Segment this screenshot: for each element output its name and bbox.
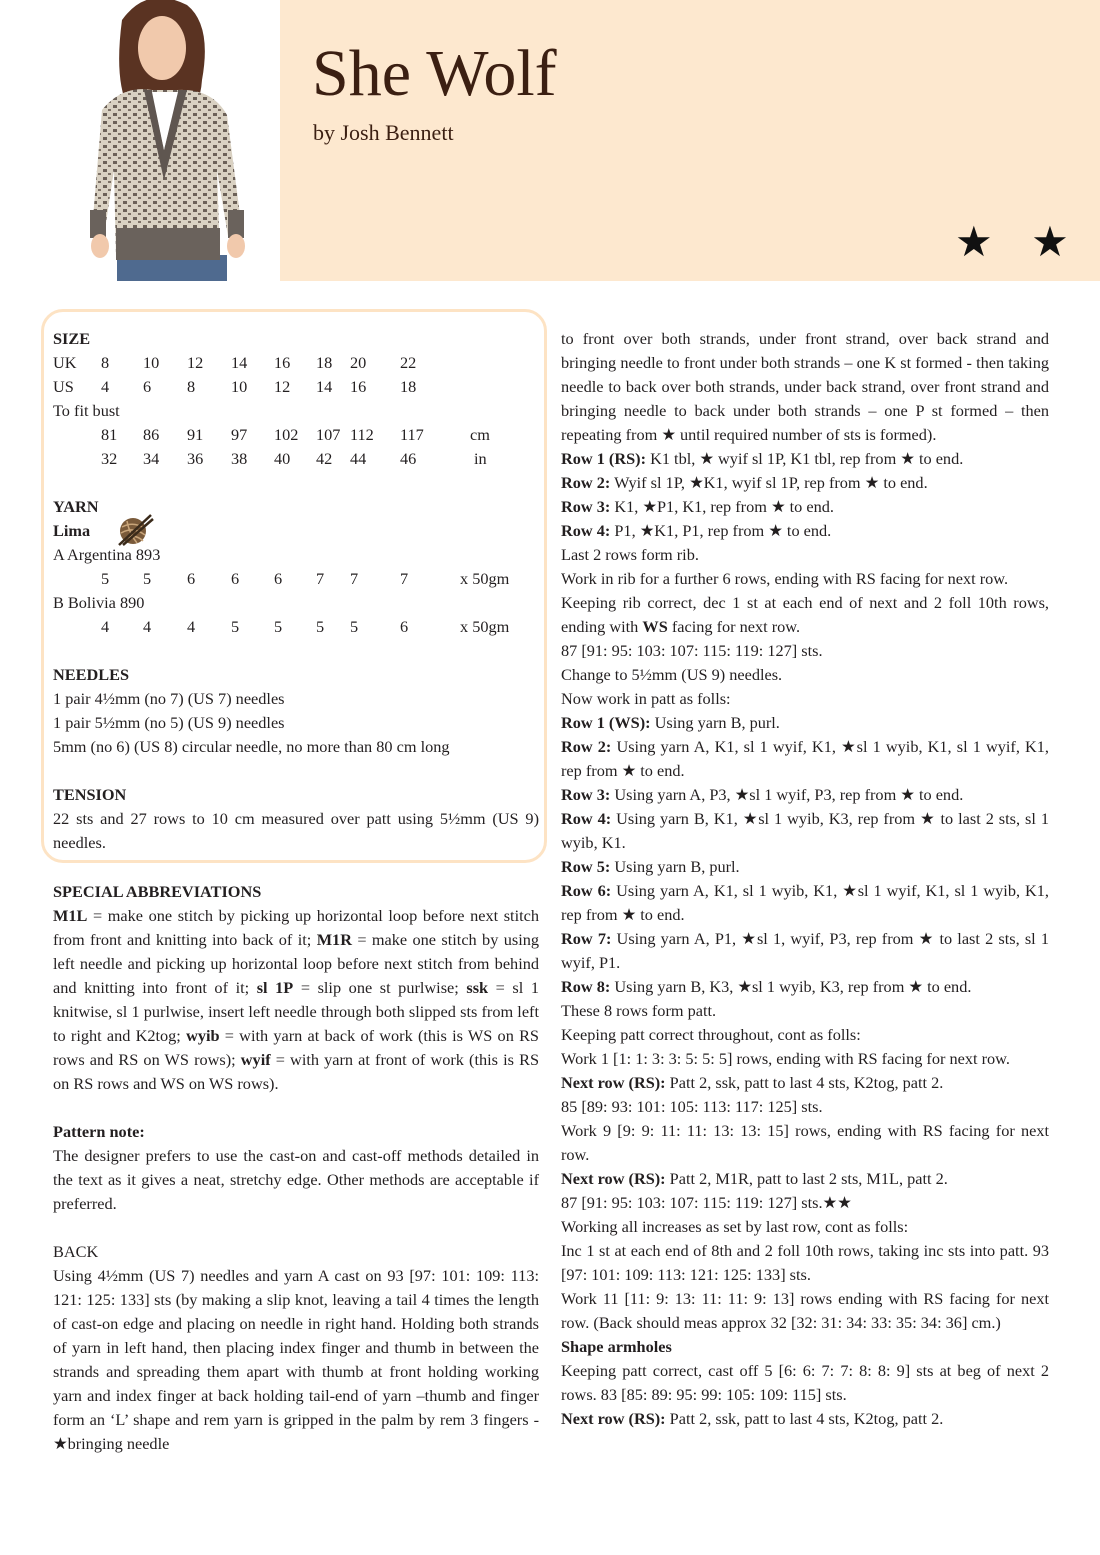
yarn-a-qty: 6	[274, 569, 283, 588]
yarn-heading: YARN	[53, 497, 99, 516]
abbrev-def: = with yarn at back of work (this is WS on RS rows and RS on WS rows);	[53, 1026, 539, 1069]
row-text: Wyif sl 1P, ★K1, wyif sl 1P, rep from ★ to end.	[610, 473, 928, 492]
yarn-a-label: A Argentina 893	[53, 545, 161, 564]
us-size: 8	[187, 377, 196, 396]
abbrev-term: M1L	[53, 906, 88, 925]
pattern-title: She Wolf	[312, 37, 557, 110]
us-label: US	[53, 377, 74, 396]
bust-cm: 86	[143, 425, 160, 444]
row-text: Using yarn A, P3, ★sl 1 wyif, P3, rep from ★ to end.	[610, 785, 964, 804]
pattern-note-text: The designer prefers to use the cast-on and cast-off methods detailed in the text as it gives a neat, stretchy edge. Other methods are acceptable if preferred.	[53, 1146, 539, 1213]
row-text: K1 tbl, ★ wyif sl 1P, K1 tbl, rep from ★ to end.	[646, 449, 964, 468]
next-row	[561, 1071, 1049, 1095]
bust-in: 36	[187, 449, 204, 468]
instruction-emphasis: WS	[642, 617, 668, 636]
yarn-b-qty: 5	[231, 617, 240, 636]
bust-cm: 91	[187, 425, 204, 444]
uk-size: 10	[143, 353, 160, 372]
row-label: Row 6:	[561, 881, 612, 900]
yarn-a-qty: 7	[350, 569, 359, 588]
instruction: Change to 5½mm (US 9) needles.	[561, 665, 783, 684]
rib-row	[561, 471, 1049, 495]
yarn-b-qty: 4	[101, 617, 110, 636]
difficulty-rating: ★ ★	[955, 220, 1083, 266]
bust-in: 42	[316, 449, 333, 468]
yarn-b-qty: 5	[274, 617, 283, 636]
instruction: Work 9 [9: 9: 11: 11: 13: 13: 15] rows, ending with RS facing for next row.	[561, 1121, 1049, 1164]
bust-cm: 81	[101, 425, 118, 444]
instruction: These 8 rows form patt.	[561, 1001, 717, 1020]
pattern-row	[561, 855, 1049, 879]
row-label: Row 4:	[561, 809, 612, 828]
abbrev-paragraph	[53, 904, 539, 1096]
abbrev-def: = make one stitch by picking up horizontal loop before next stitch from front and knitting into back of it;	[53, 906, 539, 949]
abbrev-def: = sl 1 knitwise, sl 1 purlwise, insert left needle through both slipped sts from left to right and K2tog;	[53, 978, 539, 1045]
pattern-row	[561, 975, 1049, 999]
us-size: 4	[101, 377, 110, 396]
row-label: Next row (RS):	[561, 1073, 666, 1092]
row-label: Row 5:	[561, 857, 611, 876]
yarn-a-quantities	[53, 567, 509, 591]
uk-size: 12	[187, 353, 204, 372]
row-text: Patt 2, ssk, patt to last 4 sts, K2tog, patt 2.	[665, 1409, 944, 1428]
us-size: 14	[316, 377, 333, 396]
bust-in: 40	[274, 449, 291, 468]
needle-line: 5mm (no 6) (US 8) circular needle, no more than 80 cm long	[53, 737, 450, 756]
yarn-brand: Lima	[53, 521, 91, 540]
yarn-b-qty: 5	[316, 617, 325, 636]
row-text: Using yarn B, purl.	[610, 857, 740, 876]
back-heading: BACK	[53, 1242, 99, 1261]
stitch-count: 87 [91: 95: 103: 107: 115: 119: 127] sts.	[561, 641, 823, 660]
rib-row	[561, 519, 1049, 543]
us-size: 16	[350, 377, 367, 396]
instruction: Work 11 [11: 9: 13: 11: 11: 9: 13] rows ending with RS facing for next row. (Back should meas approx 32 [32: 31: 34: 33: 35: 34: 36] cm.)	[561, 1289, 1049, 1332]
stitch-count: 85 [89: 93: 101: 105: 113: 117: 125] sts.	[561, 1097, 823, 1116]
bust-in-row	[53, 447, 490, 471]
bust-in: 38	[231, 449, 248, 468]
size-heading: SIZE	[53, 329, 91, 348]
abbrev-term: M1R	[316, 930, 352, 949]
yarn-b-label: B Bolivia 890	[53, 593, 145, 612]
row-label: Row 2:	[561, 737, 612, 756]
row-label: Row 4:	[561, 521, 611, 540]
pattern-row	[561, 735, 1049, 783]
uk-size-row	[53, 351, 490, 375]
needle-line: 1 pair 4½mm (no 7) (US 7) needles	[53, 689, 285, 708]
next-row	[561, 1407, 1049, 1431]
instruction	[561, 591, 1049, 639]
instruction: Work 1 [1: 1: 3: 3: 5: 5: 5] rows, ending with RS facing for next row.	[561, 1049, 1010, 1068]
yarn-b-qty: 6	[400, 617, 409, 636]
us-size: 6	[143, 377, 152, 396]
yarn-b-quantities	[53, 615, 509, 639]
pattern-row	[561, 807, 1049, 855]
row-text: Patt 2, M1R, patt to last 2 sts, M1L, patt 2.	[665, 1169, 948, 1188]
row-label: Row 3:	[561, 497, 611, 516]
uk-size: 14	[231, 353, 248, 372]
shape-armholes-heading: Shape armholes	[561, 1337, 672, 1356]
row-label: Row 3:	[561, 785, 611, 804]
instruction: Working all increases as set by last row, cont as folls:	[561, 1217, 909, 1236]
size-table	[53, 351, 490, 471]
uk-size: 20	[350, 353, 367, 372]
row-label: Row 2:	[561, 473, 611, 492]
bust-cm: 97	[231, 425, 248, 444]
left-column-text	[53, 880, 539, 1456]
yarn-ball-icon	[115, 511, 155, 547]
rib-row	[561, 495, 1049, 519]
row-text: P1, ★K1, P1, rep from ★ to end.	[610, 521, 832, 540]
instruction-part: facing for next row.	[667, 617, 801, 636]
bust-cm-row	[53, 423, 490, 447]
designer-byline: by Josh Bennett	[313, 120, 454, 145]
bust-in: 34	[143, 449, 160, 468]
instruction-part: Keeping rib correct, dec 1 st at each end of next and 2 foll 10th rows, ending with	[561, 593, 1049, 636]
yarn-a-unit: x 50gm	[460, 569, 510, 588]
bust-cm: 112	[350, 425, 374, 444]
yarn-a-qty: 7	[316, 569, 325, 588]
instruction: Work in rib for a further 6 rows, ending with RS facing for next row.	[561, 569, 1009, 588]
instruction: Inc 1 st at each end of 8th and 2 foll 10th rows, taking inc sts into patt. 93 [97: 101: 109: 113: 121: 125: 133] sts.	[561, 1241, 1049, 1284]
us-size: 10	[231, 377, 248, 396]
back-text: Using 4½mm (US 7) needles and yarn A cast on 93 [97: 101: 109: 113: 121: 125: 133] sts (by making a slip knot, leaving a tail 4 times the length of cast-on edge and placing on needle in right hand. Holding both strands of yarn in left hand, then placing index finger and thumb in between the strands and spreading them apart with thumb at front holding working yarn and index finger at back holding tail-end of yarn –thumb and finger form an ‘L’ shape and rem yarn is gripped in the palm by rem 3 fingers - ★bringing needle	[53, 1266, 539, 1453]
bust-cm: 117	[400, 425, 424, 444]
yarn-b-qty: 4	[143, 617, 152, 636]
pattern-note-heading: Pattern note:	[53, 1122, 145, 1141]
us-size: 18	[400, 377, 417, 396]
bust-cm: 107	[316, 425, 341, 444]
cm-unit: cm	[470, 425, 490, 444]
abbrev-term: wyib	[186, 1026, 220, 1045]
row-text: Using yarn B, K3, ★sl 1 wyib, K3, rep from ★ to end.	[610, 977, 972, 996]
abbrev-def: = slip one st purlwise;	[293, 978, 467, 997]
uk-label: UK	[53, 353, 77, 372]
in-unit: in	[474, 449, 487, 468]
row-label: Row 1 (RS):	[561, 449, 647, 468]
fit-bust-label: To fit bust	[53, 401, 120, 420]
instruction: Keeping patt correct throughout, cont as folls:	[561, 1025, 861, 1044]
us-size-row	[53, 375, 490, 399]
pattern-row	[561, 927, 1049, 975]
yarn-b-qty: 5	[350, 617, 359, 636]
yarn-a-qty: 5	[101, 569, 110, 588]
row-text: Using yarn A, K1, sl 1 wyif, K1, ★sl 1 wyib, K1, sl 1 wyif, K1, rep from ★ to end.	[561, 737, 1049, 780]
bust-in: 32	[101, 449, 118, 468]
tension-text: 22 sts and 27 rows to 10 cm measured over patt using 5½mm (US 9) needles.	[53, 809, 539, 852]
pattern-row	[561, 783, 1049, 807]
right-column-text	[561, 327, 1049, 1431]
yarn-b-qty: 4	[187, 617, 196, 636]
row-label: Row 1 (WS):	[561, 713, 651, 732]
abbrev-heading: SPECIAL ABBREVIATIONS	[53, 882, 262, 901]
stitch-count: 87 [91: 95: 103: 107: 115: 119: 127] sts.★★	[561, 1193, 852, 1212]
row-text: Using yarn B, K1, ★sl 1 wyib, K3, rep from ★ to last 2 sts, sl 1 wyib, K1.	[561, 809, 1049, 852]
us-size: 12	[274, 377, 291, 396]
row-label: Next row (RS):	[561, 1409, 666, 1428]
uk-size: 22	[400, 353, 417, 372]
instruction: Last 2 rows form rib.	[561, 545, 699, 564]
row-label: Next row (RS):	[561, 1169, 666, 1188]
row-label: Row 8:	[561, 977, 611, 996]
rib-row	[561, 447, 1049, 471]
pattern-row	[561, 879, 1049, 927]
instruction: Now work in patt as folls:	[561, 689, 731, 708]
uk-size: 18	[316, 353, 333, 372]
row-text: Using yarn B, purl.	[650, 713, 780, 732]
cast-on-continuation: to front over both strands, under front strand, over back strand and bringing needle to front under both strands – one K st formed - then taking needle to back over both strands, under back strand, over front strand and bringing needle to back under both strands – one P st formed – then repeating from ★ until required number of sts is formed).	[561, 329, 1049, 444]
sweater-model-image	[52, 0, 280, 281]
abbrev-term: sl 1P	[256, 978, 294, 997]
row-text: K1, ★P1, K1, rep from ★ to end.	[610, 497, 834, 516]
uk-size: 16	[274, 353, 291, 372]
next-row	[561, 1167, 1049, 1191]
info-box-content	[53, 327, 539, 855]
yarn-a-qty: 7	[400, 569, 409, 588]
row-text: Using yarn A, K1, sl 1 wyib, K1, ★sl 1 wyif, K1, sl 1 wyib, K1, rep from ★ to end.	[561, 881, 1049, 924]
tension-heading: TENSION	[53, 785, 127, 804]
row-text: Patt 2, ssk, patt to last 4 sts, K2tog, patt 2.	[665, 1073, 944, 1092]
uk-size: 8	[101, 353, 110, 372]
instruction: Keeping patt correct, cast off 5 [6: 6: 7: 7: 8: 8: 9] sts at beg of next 2 rows. 83 [85: 89: 95: 99: 105: 109: 115] sts.	[561, 1361, 1049, 1404]
needle-line: 1 pair 5½mm (no 5) (US 9) needles	[53, 713, 285, 732]
yarn-a-qty: 6	[231, 569, 240, 588]
row-label: Row 7:	[561, 929, 612, 948]
model-photo	[52, 0, 280, 281]
abbrev-def: = make one stitch by using left needle and picking up horizontal loop before next stitch from behind and knitting into front of it;	[53, 930, 539, 997]
abbrev-term: wyif	[240, 1050, 271, 1069]
bust-in: 46	[400, 449, 417, 468]
abbrev-term: ssk	[466, 978, 489, 997]
abbrev-def: = with yarn at front of work (this is RS on RS rows and WS on WS rows).	[53, 1050, 539, 1093]
bust-cm: 102	[274, 425, 299, 444]
yarn-b-unit: x 50gm	[460, 617, 510, 636]
bust-in: 44	[350, 449, 367, 468]
yarn-a-qty: 5	[143, 569, 152, 588]
needles-heading: NEEDLES	[53, 665, 130, 684]
pattern-row	[561, 711, 1049, 735]
yarn-a-qty: 6	[187, 569, 196, 588]
row-text: Using yarn A, P1, ★sl 1, wyif, P3, rep from ★ to last 2 sts, sl 1 wyif, P1.	[561, 929, 1049, 972]
